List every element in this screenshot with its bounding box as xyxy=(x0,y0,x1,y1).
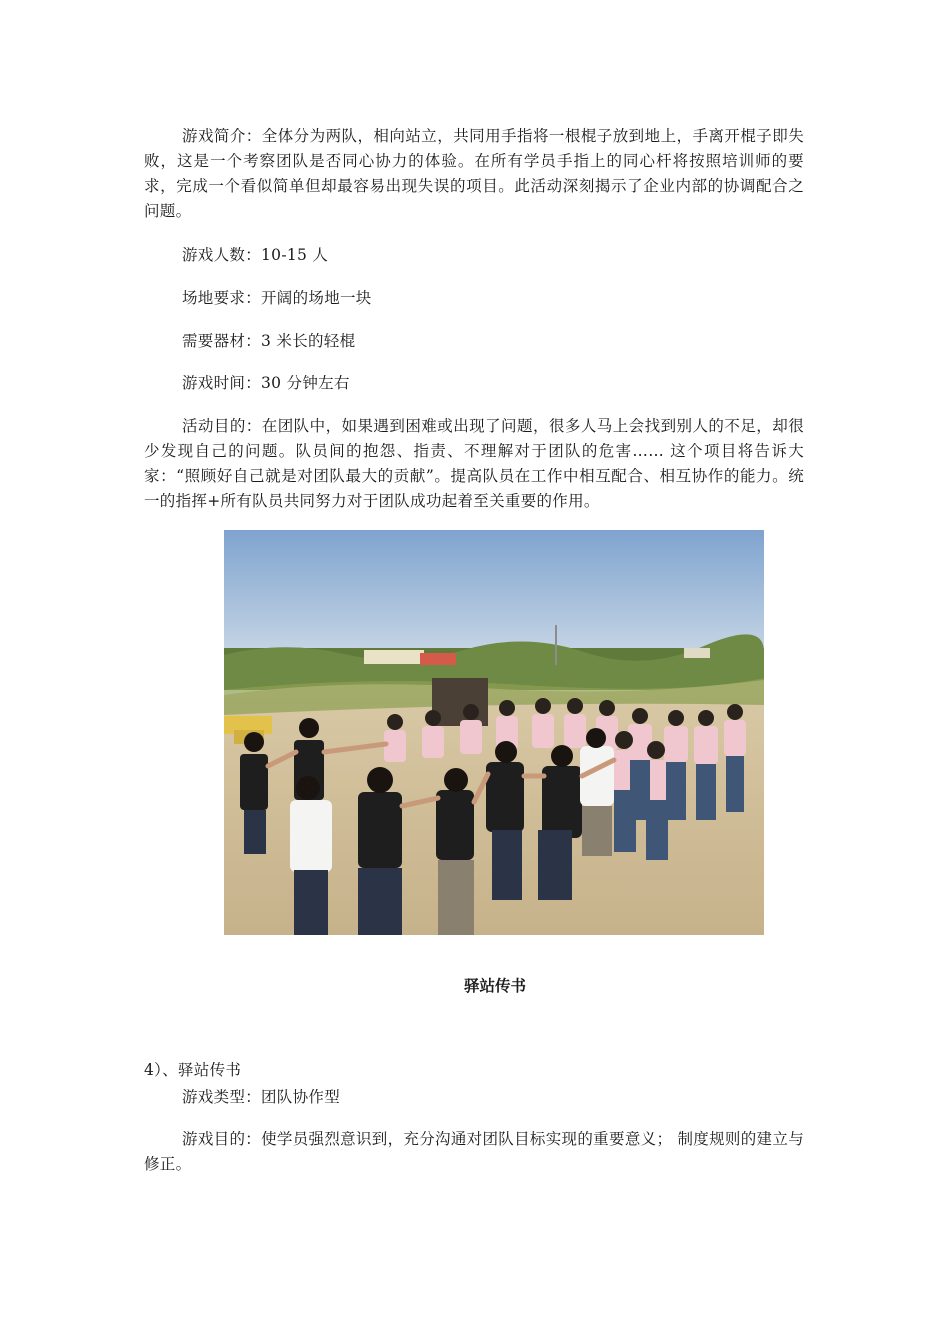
photo-caption: 驿站传书 xyxy=(463,977,526,995)
intro-paragraph: 游戏简介：全体分为两队，相向站立，共同用手指将一根棍子放到地上，手离开棍子即失败，这是一个考察团队是否同心协力的体验。在所有学员手指上的同心杆将按照培训师的要求，完成一个看似简单但却最容易出现失误的项目。此活动深刻揭示了企业内部的协调配合之问题。 xyxy=(144,127,804,220)
people-count-line: 游戏人数：10-15 人 xyxy=(182,246,329,264)
game-purpose-paragraph: 游戏目的：使学员强烈意识到，充分沟通对团队目标实现的重要意义； 制度规则的建立与修正。 xyxy=(144,1130,804,1173)
duration-line: 游戏时间：30 分钟左右 xyxy=(182,374,350,392)
purpose-paragraph: 活动目的：在团队中，如果遇到困难或出现了问题，很多人马上会找到别人的不足，却很少发现自己的问题。队员间的抱怨、指责、不理解对于团队的危害…… 这个项目将告诉大家：“照顾好自己就是对团队最大的贡献”。提高队员在工作中相互配合、相互协作的能力。统一的指挥+所有队员共同努力对于团队成功起着至关重要的作用。 xyxy=(144,417,804,510)
equipment-line: 需要器材：3 米长的轻棍 xyxy=(182,332,356,350)
game-type-line: 游戏类型：团队协作型 xyxy=(182,1088,341,1106)
team-activity-photo xyxy=(224,530,764,935)
venue-line: 场地要求：开阔的场地一块 xyxy=(182,289,372,307)
section-heading: 4）、驿站传书 xyxy=(144,1060,242,1079)
